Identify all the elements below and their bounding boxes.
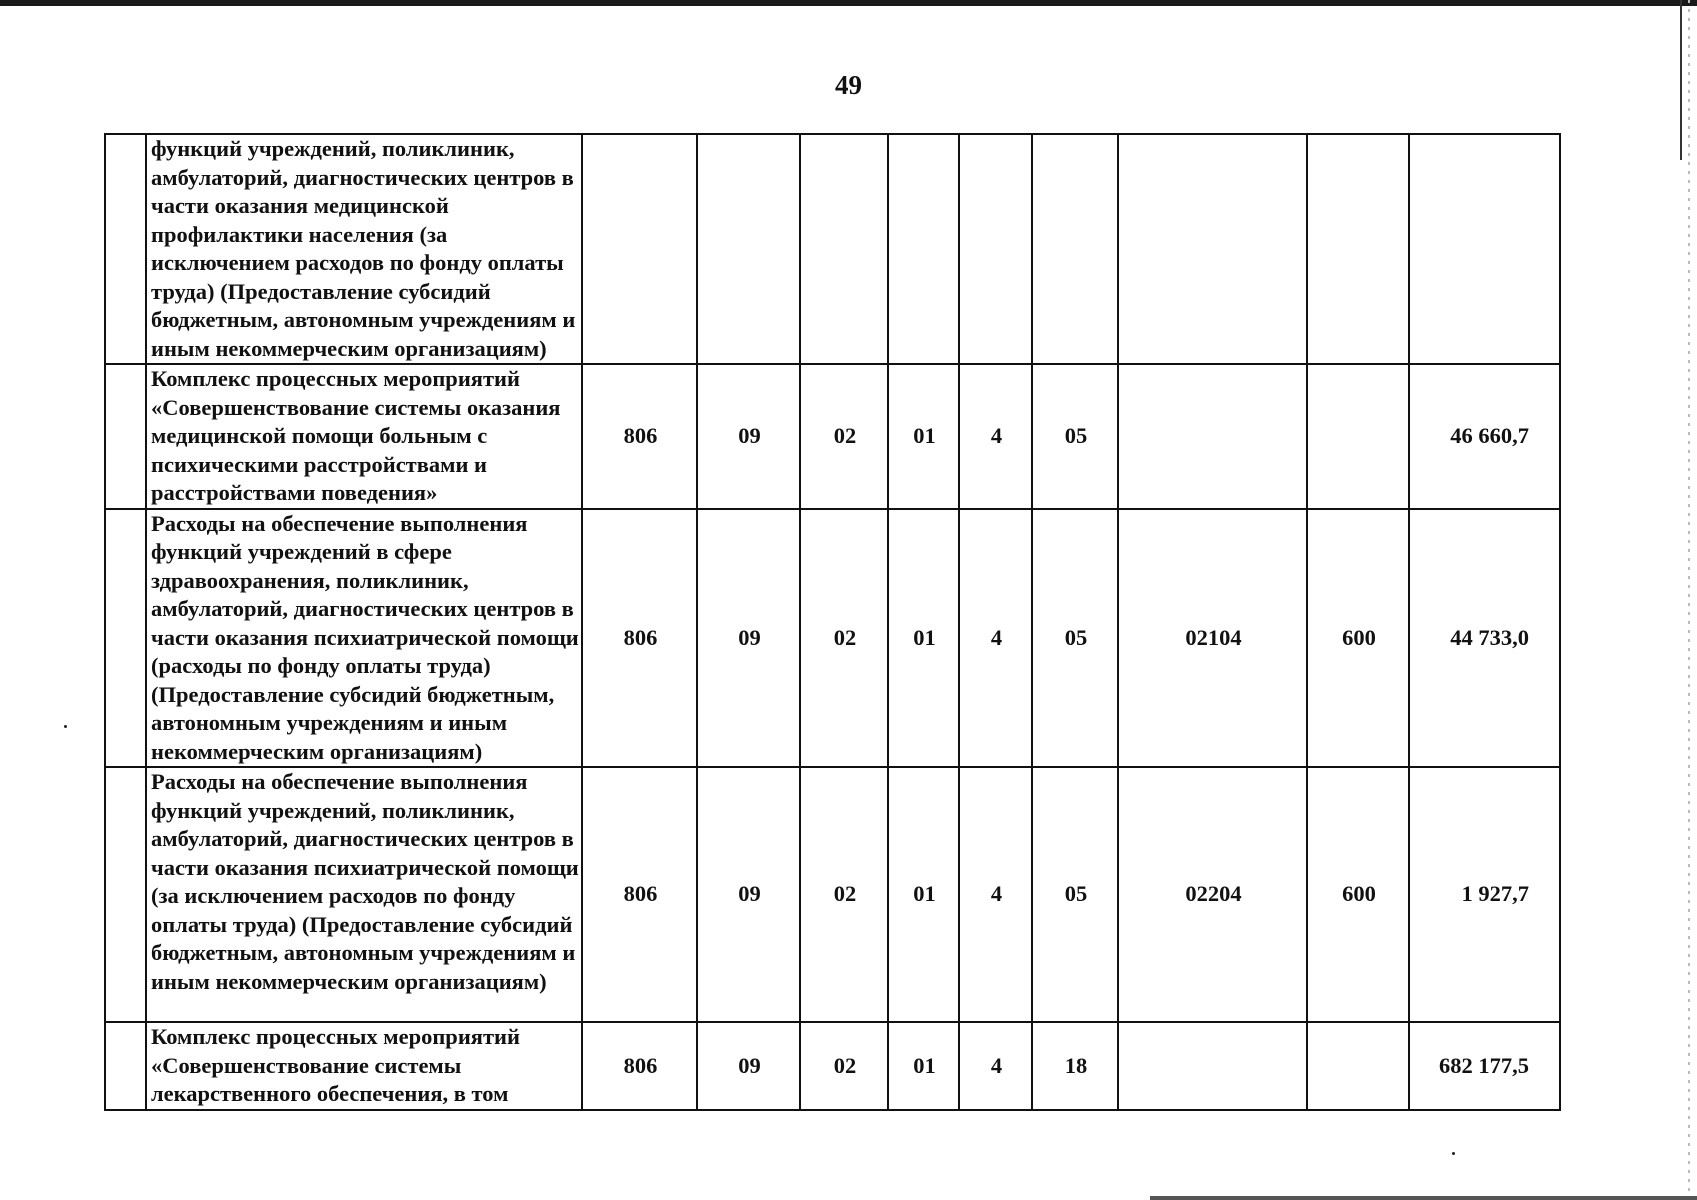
- subprogram-cell: 4: [959, 1022, 1032, 1110]
- table-row: [105, 1022, 1560, 1110]
- expense-type-cell: [1307, 364, 1409, 509]
- expense-type-cell: [1307, 1022, 1409, 1110]
- scan-speck: [64, 725, 67, 728]
- row-index-cell: [105, 509, 146, 768]
- table-row: [105, 364, 1560, 509]
- ministry-code-cell: [582, 134, 697, 364]
- amount-cell: 1 927,7: [1409, 767, 1560, 1022]
- program-cell: 01: [888, 767, 959, 1022]
- event-cell: 05: [1032, 509, 1118, 768]
- program-cell: 01: [888, 509, 959, 768]
- event-cell: 05: [1032, 364, 1118, 509]
- section-cell: 09: [697, 767, 800, 1022]
- scan-bottom-edge: [1150, 1196, 1697, 1200]
- program-cell: [888, 134, 959, 364]
- amount-cell: 682 177,5: [1409, 1022, 1560, 1110]
- row-name-cell: Комплекс процессных мероприятий «Совершенствование системы оказания медицинской помощи больным с психическими расстройствами и расстройствами поведения»: [146, 364, 582, 509]
- event-cell: 18: [1032, 1022, 1118, 1110]
- amount-cell: 46 660,7: [1409, 364, 1560, 509]
- subsection-cell: 02: [800, 767, 888, 1022]
- expense-type-cell: [1307, 134, 1409, 364]
- subsection-cell: 02: [800, 364, 888, 509]
- row-index-cell: [105, 364, 146, 509]
- budget-table: [104, 133, 1561, 1111]
- amount-cell: 44 733,0: [1409, 509, 1560, 768]
- scan-top-edge: [0, 0, 1697, 6]
- subsection-cell: [800, 134, 888, 364]
- row-index-cell: [105, 1022, 146, 1110]
- subsection-cell: 02: [800, 509, 888, 768]
- table-row: [105, 767, 1560, 1022]
- section-cell: 09: [697, 364, 800, 509]
- direction-cell: 02204: [1118, 767, 1307, 1022]
- section-cell: 09: [697, 509, 800, 768]
- ministry-code-cell: 806: [582, 364, 697, 509]
- row-name-cell: Расходы на обеспечение выполнения функций учреждений в сфере здравоохранения, поликлиник, амбулаторий, диагностических центров в части оказания психиатрической помощи (расходы по фонду оплаты труда) (Предоставление субсидий бюджетным, автономным учреждениям и иным некоммерческим организациям): [146, 509, 582, 768]
- event-cell: [1032, 134, 1118, 364]
- direction-cell: [1118, 1022, 1307, 1110]
- subsection-cell: 02: [800, 1022, 888, 1110]
- direction-cell: 02104: [1118, 509, 1307, 768]
- ministry-code-cell: 806: [582, 509, 697, 768]
- section-cell: 09: [697, 1022, 800, 1110]
- direction-cell: [1118, 364, 1307, 509]
- program-cell: 01: [888, 1022, 959, 1110]
- expense-type-cell: 600: [1307, 767, 1409, 1022]
- subprogram-cell: 4: [959, 364, 1032, 509]
- subprogram-cell: [959, 134, 1032, 364]
- page-number: 49: [835, 70, 862, 100]
- table-row: [105, 134, 1560, 364]
- amount-cell: [1409, 134, 1560, 364]
- direction-cell: [1118, 134, 1307, 364]
- subprogram-cell: 4: [959, 767, 1032, 1022]
- table-row: [105, 509, 1560, 768]
- section-cell: [697, 134, 800, 364]
- row-index-cell: [105, 767, 146, 1022]
- scan-right-edge: [1688, 0, 1690, 1200]
- row-name-cell: Комплекс процессных мероприятий «Совершенствование системы лекарственного обеспечения, в том: [146, 1022, 582, 1110]
- scan-speck: [1452, 1152, 1455, 1155]
- subprogram-cell: 4: [959, 509, 1032, 768]
- expense-type-cell: 600: [1307, 509, 1409, 768]
- ministry-code-cell: 806: [582, 767, 697, 1022]
- event-cell: 05: [1032, 767, 1118, 1022]
- ministry-code-cell: 806: [582, 1022, 697, 1110]
- row-index-cell: [105, 134, 146, 364]
- program-cell: 01: [888, 364, 959, 509]
- row-name-cell: Расходы на обеспечение выполнения функций учреждений, поликлиник, амбулаторий, диагностических центров в части оказания психиатрической помощи (за исключением расходов по фонду оплаты труда) (Предоставление субсидий бюджетным, автономным учреждениям и иным некоммерческим организациям): [146, 767, 582, 1022]
- row-name-cell: функций учреждений, поликлиник, амбулаторий, диагностических центров в части оказания медицинской профилактики населения (за исключением расходов по фонду оплаты труда) (Предоставление субсидий бюджетным, автономным учреждениям и иным некоммерческим организациям): [146, 134, 582, 364]
